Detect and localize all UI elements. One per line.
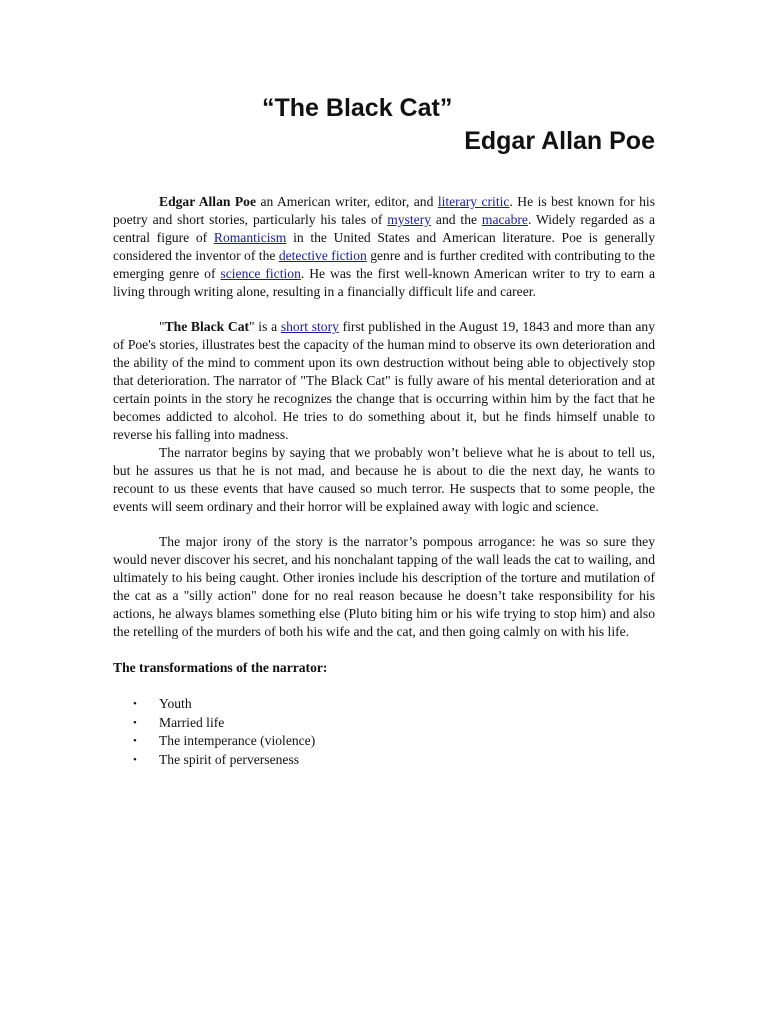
link-science-fiction[interactable]: science fiction xyxy=(220,265,301,281)
text-span: " is a xyxy=(249,319,281,335)
paragraph-black-cat xyxy=(113,318,655,443)
bullet-icon: • xyxy=(133,735,137,748)
bullet-icon: • xyxy=(133,754,137,767)
list-item-text: Youth xyxy=(159,695,192,711)
text-span: . He is best known for his poetry and short stories, particularly his tales of xyxy=(113,194,655,227)
transformations-list xyxy=(113,695,655,770)
link-short-story[interactable]: short story xyxy=(280,319,339,335)
list-item-text: The intemperance (violence) xyxy=(159,733,316,749)
title-block xyxy=(113,92,655,158)
document-body xyxy=(113,193,655,770)
list-item xyxy=(113,695,655,714)
link-romanticism[interactable]: Romanticism xyxy=(213,229,287,245)
subheading-transformations: The transformations of the narrator: xyxy=(113,659,328,675)
paragraph-narrator: The narrator begins by saying that we probably won’t believe what he is about to tell us, but he assures us that he is not mad, and because he is about to die the next day, he wants to recount to us these events that have caused so much terror. He suspects that to some people, the events will seem ordinary and their horror will be explained away with logic and science. xyxy=(113,444,655,514)
link-detective-fiction[interactable]: detective fiction xyxy=(278,247,367,263)
text-span: first published in the August 19, 1843 and more than any of Poe's stories, illustrates best the capacity of the human mind to observe its own deterioration and the ability of the mind to comment upon its own destruction without being able to objectively stop that deterioration. The narrator of "The Black Cat" is fully aware of his mental deterioration and at certain points in the story he recognizes the change that is occurring within him by the fact that he becomes addicted to alcohol. He tries to do something about it, but he finds himself unable to reverse his falling into madness. xyxy=(113,319,655,442)
link-literary-critic[interactable]: literary critic xyxy=(437,194,510,209)
bold-author-name: Edgar Allan Poe xyxy=(159,194,256,209)
bullet-icon: • xyxy=(133,716,137,729)
list-item xyxy=(113,751,655,770)
list-item-text: The spirit of perverseness xyxy=(159,752,300,768)
bold-story-title: The Black Cat xyxy=(164,319,250,335)
text-span: . Widely regarded as a central figure of xyxy=(113,211,655,245)
bullet-icon: • xyxy=(133,697,137,710)
list-item xyxy=(113,714,655,733)
text-span: in the United States and American literature. Poe is generally considered the inventor of the xyxy=(113,229,655,263)
link-macabre[interactable]: macabre xyxy=(481,211,528,227)
quote-mark: " xyxy=(159,319,165,335)
text-span: genre and is further credited with contributing to the emerging genre of xyxy=(113,247,655,281)
list-item-text: Married life xyxy=(159,714,225,730)
document-title: “The Black Cat” xyxy=(262,94,453,122)
text-span: an American writer, editor, and xyxy=(256,194,438,209)
paragraph-irony: The major irony of the story is the narrator’s pompous arrogance: he was so sure they would never discover his secret, and his nonchalant tapping of the wall leads the cat to wailing, and ultimately to his being caught. Other ironies include his description of the torture and mutilation of the cat as a "silly action" done for no real reason because he doesn’t take responsibility for his actions, he always blames something else (Pluto biting him or his wife trying to stop him) and also the retelling of the murders of both his wife and the cat, and then going calmly on with his life. xyxy=(113,534,655,639)
link-mystery[interactable]: mystery xyxy=(387,211,432,227)
text-span: and the xyxy=(431,211,482,227)
list-item xyxy=(113,732,655,751)
document-author: Edgar Allan Poe xyxy=(464,127,655,155)
text-span: . He was the first well-known American writer to try to earn a living through writing alone, resulting in a financially difficult life and career. xyxy=(113,265,655,299)
paragraph-intro xyxy=(113,193,655,300)
